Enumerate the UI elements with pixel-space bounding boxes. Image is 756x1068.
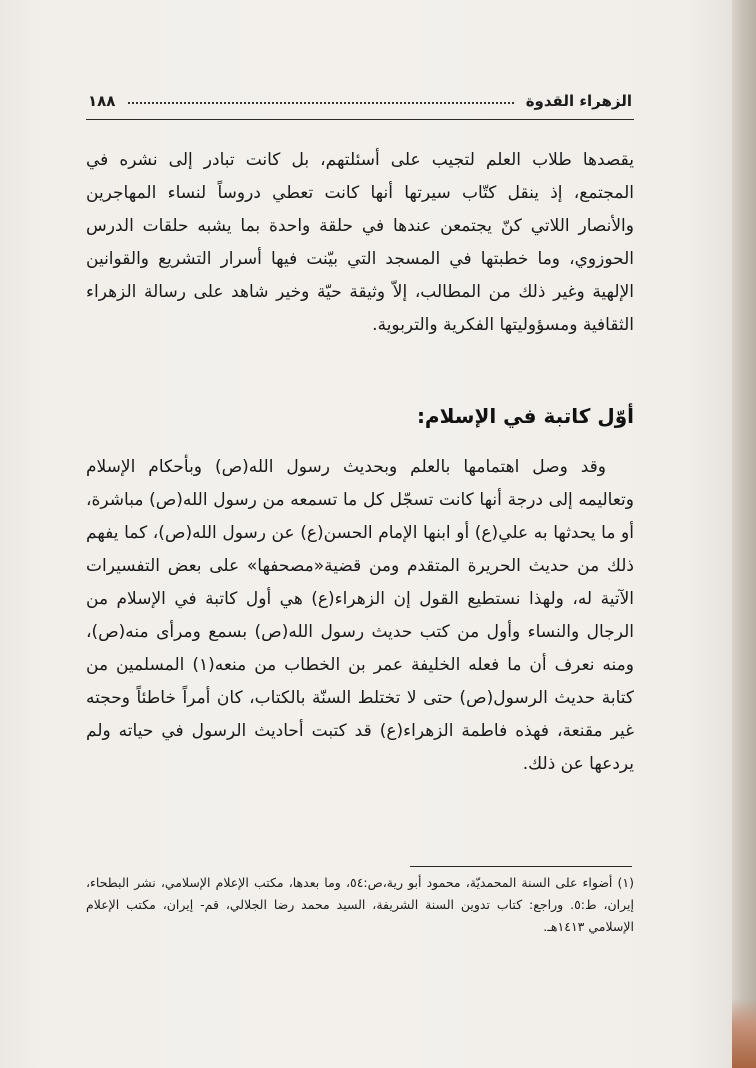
body-text-block	[86, 451, 634, 781]
section-heading: أوّل كاتبة في الإسلام:	[416, 404, 634, 428]
footnote-rule	[410, 866, 632, 867]
running-header	[88, 92, 632, 118]
footnotes	[86, 872, 634, 938]
page-edge-shadow	[732, 998, 756, 1068]
leader-dots	[128, 102, 514, 104]
running-title: الزهراء القدوة	[525, 92, 632, 110]
body-text-block	[86, 144, 634, 342]
paragraph: يقصدها طلاب العلم لتجيب على أسئلتهم، بل كانت تبادر إلى نشره في المجتمع، إذ ينقل كتّاب سيرتها أنها كانت تعطي دروساً لنساء المهاجرين والأنصار اللاتي كنّ يجتمعن عندها في حلقة واحدة بما يشبه حلقات الدرس الحوزوي، وما خطبتها في المسجد التي بيّنت فيها أسرار التشريع والقوانين الإلهية وغير ذلك من المطالب، إلاّ وثيقة حيّة وخير شاهد على رسالة الزهراء الثقافية ومسؤوليتها الفكرية والتربوية.	[86, 150, 634, 335]
header-rule	[86, 119, 634, 120]
paragraph: وقد وصل اهتمامها بالعلم وبحديث رسول الله(ص) وبأحكام الإسلام وتعاليمه إلى درجة أنها كانت تسجّل كل ما تسمعه من رسول الله(ص) مباشرة، أو ما يحدثها به علي(ع) أو ابنها الإمام الحسن(ع) عن رسول الله(ص)، كما يفهم ذلك من حديث الحريرة المتقدم ومن قضية«مصحفها» على بعض التفسيرات الآتية له، ولهذا نستطيع القول إن الزهراء(ع) هي أول كاتبة في الإسلام من الرجال والنساء وأول من كتب حديث رسول الله(ص) بسمع ومرأى منه(ص)، ومنه نعرف أن ما فعله الخليفة عمر بن الخطاب من منعه(١) المسلمين من كتابة حديث الرسول(ص) حتى لا تختلط السنّة بالكتاب، كان أمراً خاطئاً وحجته غير مقنعة، فهذه فاطمة الزهراء(ع) قد كتبت أحاديث الرسول في حياته ولم يردعها عن ذلك.	[86, 457, 634, 774]
page-number: ١٨٨	[88, 92, 116, 110]
page-edge	[732, 0, 756, 1068]
footnote: (١) أضواء على السنة المحمديّة، محمود أبو رية،ص:٥٤، وما بعدها، مكتب الإعلام الإسلامي، نشر البطحاء، إيران، ط:٥. وراجع: كتاب تدوين السنة الشريفة، السيد محمد رضا الجلالي، قم- إيران، مكتب الإعلام الإسلامي ١٤١٣هـ.	[86, 875, 635, 934]
